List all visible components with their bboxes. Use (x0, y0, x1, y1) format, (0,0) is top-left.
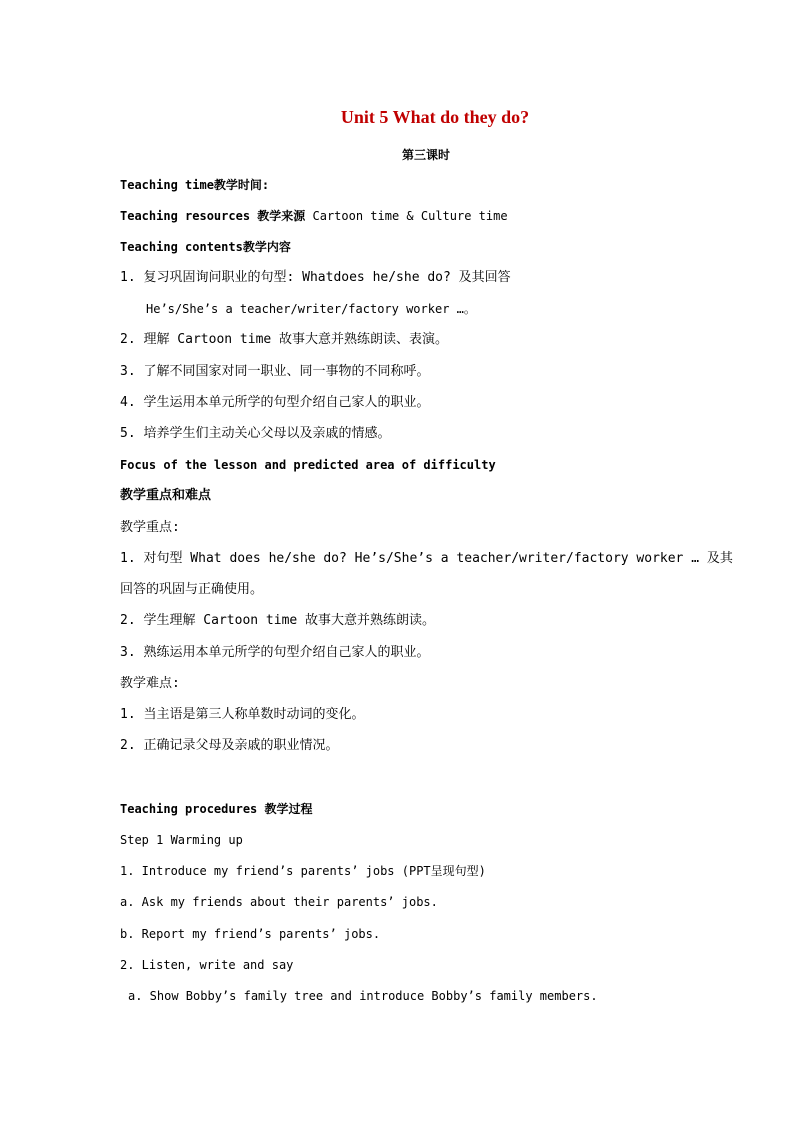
step-heading: Step 1 Warming up (120, 833, 243, 847)
contents-item: 4. 学生运用本单元所学的句型介绍自己家人的职业。 (120, 395, 430, 410)
key-point-item: 3. 熟练运用本单元所学的句型介绍自己家人的职业。 (120, 645, 430, 660)
key-point-item: 回答的巩固与正确使用。 (120, 582, 264, 597)
difficulty-item: 1. 当主语是第三人称单数时动词的变化。 (120, 707, 365, 722)
contents-item: 2. 理解 Cartoon time 故事大意并熟练朗读、表演。 (120, 332, 449, 347)
teaching-resources (120, 208, 508, 224)
procedure-item: a. Ask my friends about their parents’ jobs. (120, 895, 438, 909)
procedure-item: b. Report my friend’s parents’ jobs. (120, 927, 381, 941)
difficulty-item: 2. 正确记录父母及亲戚的职业情况。 (120, 738, 339, 753)
key-points-label: 教学重点: (120, 520, 180, 535)
page-title: Unit 5 What do they do? (340, 107, 530, 127)
procedure-item: 2. Listen, write and say (120, 958, 294, 972)
lesson-subtitle: 第三课时 (401, 148, 450, 162)
resources-label: Teaching resources 教学来源 (120, 209, 306, 223)
focus-heading: Focus of the lesson and predicted area of difficulty (120, 458, 496, 472)
procedures-heading: Teaching procedures 教学过程 (120, 802, 313, 816)
contents-item: 3. 了解不同国家对同一职业、同一事物的不同称呼。 (120, 364, 430, 379)
focus-heading-cn: 教学重点和难点 (120, 488, 212, 503)
procedure-item: 1. Introduce my friend’s parents’ jobs (PPT呈现句型) (120, 864, 486, 878)
key-point-item: 2. 学生理解 Cartoon time 故事大意并熟练朗读。 (120, 613, 436, 628)
teaching-time: Teaching time教学时间: (120, 178, 270, 192)
resources-value: Cartoon time & Culture time (305, 209, 508, 223)
contents-item: 1. 复习巩固询问职业的句型: Whatdoes he/she do? 及其回答 (120, 270, 511, 285)
contents-item: 5. 培养学生们主动关心父母以及亲戚的情感。 (120, 426, 391, 441)
teaching-contents-label: Teaching contents教学内容 (120, 240, 291, 254)
difficulties-label: 教学难点: (120, 676, 180, 691)
key-point-item: 1. 对句型 What does he/she do? He’s/She’s a teacher/writer/factory worker … 及其 (120, 551, 733, 566)
contents-item: He’s/She’s a teacher/writer/factory worker …。 (146, 302, 476, 316)
procedure-item: a. Show Bobby’s family tree and introduce Bobby’s family members. (128, 989, 598, 1003)
